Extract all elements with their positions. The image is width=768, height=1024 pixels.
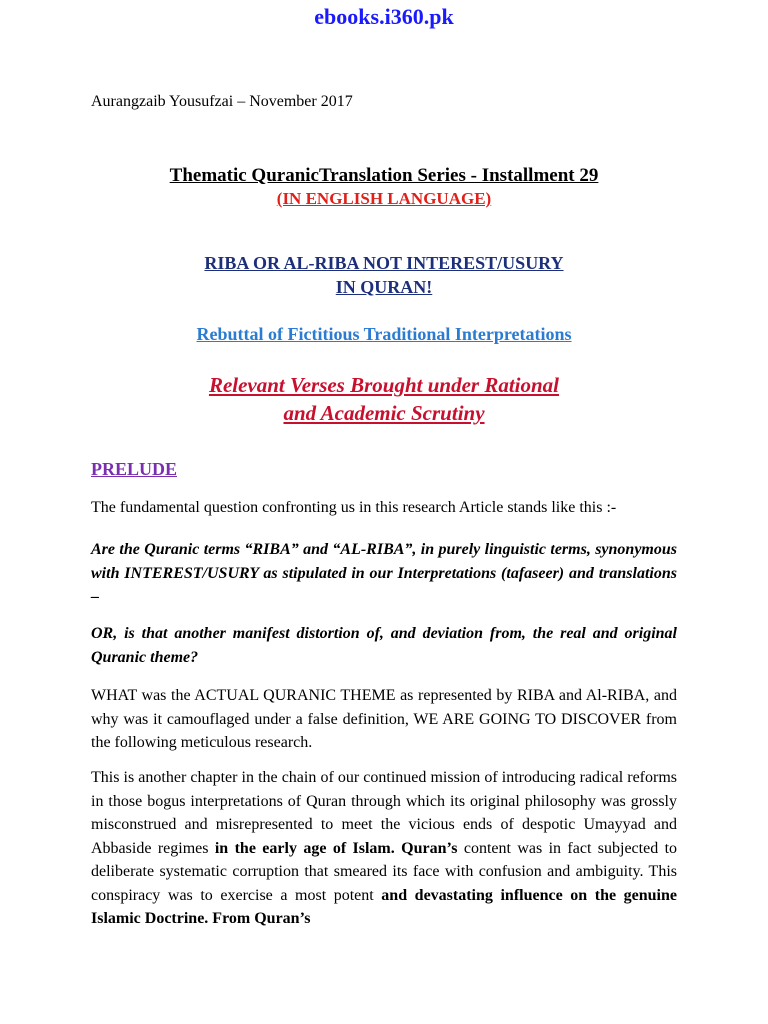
paragraph-chapter [91, 766, 677, 931]
chapter-text-2: content was in fact subjected to deliberate systematic corruption that smeared its face with confusion and ambiguity. This conspiracy was to exercise a most potent [91, 839, 678, 904]
paragraph-question-2: OR, is that another manifest distortion of, and deviation from, the real and original Quranic theme? [91, 625, 677, 666]
paragraph-question-1: Are the Quranic terms “RIBA” and “AL-RIBA”, in purely linguistic terms, synonymous with INTEREST/USURY as stipulated in our Interpretations (tafaseer) and translations – [91, 541, 677, 605]
paragraph-actual-theme: WHAT was the ACTUAL QURANIC THEME as represented by RIBA and Al-RIBA, and why was it camouflaged under a false definition, WE ARE GOING TO DISCOVER from the following meticulous research. [91, 687, 677, 751]
main-title-line-2: IN QURAN! [335, 277, 433, 297]
author-date-line: Aurangzaib Yousufzai – November 2017 [91, 93, 353, 110]
chapter-bold-2: and devastating influence on the genuine Islamic Doctrine. From Quran’s [91, 886, 677, 927]
scrutiny-title-line-2: and Academic Scrutiny [283, 401, 485, 425]
language-subtitle: (IN ENGLISH LANGUAGE) [276, 189, 492, 208]
chapter-bold-1: in the early age of Islam. Quran’s [214, 839, 458, 857]
main-title-line-1: RIBA OR AL-RIBA NOT INTEREST/USURY [204, 253, 564, 273]
rebuttal-subtitle: Rebuttal of Fictitious Traditional Interpretations [196, 324, 572, 344]
paragraph-fundamental-question: The fundamental question confronting us in this research Article stands like this :- [91, 499, 617, 516]
chapter-text-1: This is another chapter in the chain of our continued mission of introducing radical reforms in those bogus interpretations of Quran through which its original philosophy was grossly misconstrued and misrepresented to meet the vicious ends of despotic Umayyad and Abbaside regimes [91, 769, 677, 857]
scrutiny-title-line-1: Relevant Verses Brought under Rational [208, 373, 560, 397]
series-title: Thematic QuranicTranslation Series - Installment 29 [169, 165, 599, 186]
site-link[interactable]: ebooks.i360.pk [314, 4, 454, 29]
section-heading-prelude: PRELUDE [91, 459, 178, 479]
